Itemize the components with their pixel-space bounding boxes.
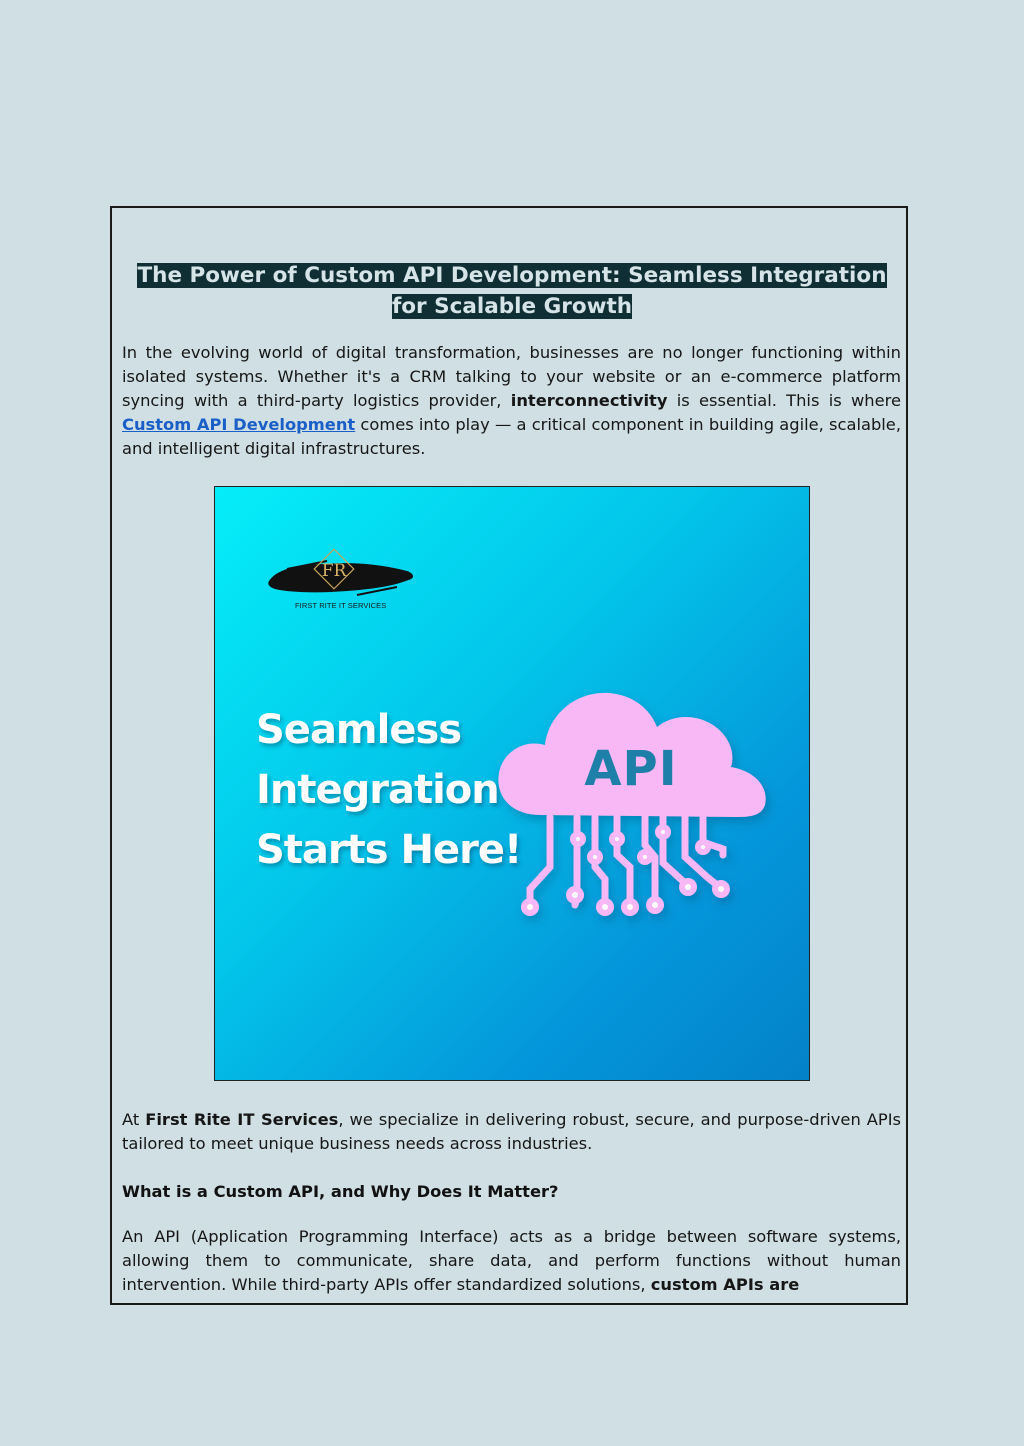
document-page [110,206,908,1305]
cloud-api-label: API [584,741,678,797]
company-paragraph [122,1108,901,1156]
api-cloud-icon [485,667,805,947]
banner-headline-line-3: Starts Here! [256,827,522,873]
company-prefix: At [122,1110,146,1129]
page-title-text: The Power of Custom API Development: Seamless Integration for Scalable Growth [137,263,887,319]
logo-initials: FR [321,561,347,581]
section-heading: What is a Custom API, and Why Does It Matter? [122,1182,559,1201]
intro-text-2: is essential. This is where [667,391,901,410]
custom-api-development-link[interactable]: Custom API Development [122,415,356,434]
promo-banner-image [214,486,810,1081]
company-name: First Rite IT Services [145,1110,339,1129]
intro-text-3: comes into play — a critical component in building agile, scalable, and intelligent digital infrastructures. [122,415,901,458]
intro-text-1: In the evolving world of digital transformation, businesses are no longer functioning within isolated systems. Whether it's a CRM talking to your website or an e-commerce platform syncing with a third-party logistics provider, [122,343,901,410]
logo-caption: FIRST RITE IT SERVICES [295,601,387,610]
definition-paragraph [122,1225,901,1297]
banner-headline-line-1: Seamless [256,707,462,753]
page-title [122,260,902,322]
banner-headline-line-2: Integration [256,767,499,813]
intro-paragraph [122,341,901,461]
definition-bold: custom APIs are [650,1275,800,1294]
company-text: , we specialize in delivering robust, secure, and purpose-driven APIs tailored to meet unique business needs across industries. [122,1110,901,1153]
intro-bold-interconnectivity: interconnectivity [510,391,668,410]
definition-text: An API (Application Programming Interface) acts as a bridge between software systems, allowing them to communicate, share data, and perform functions without human intervention. While third-party APIs offer standardized solutions, [122,1227,901,1294]
